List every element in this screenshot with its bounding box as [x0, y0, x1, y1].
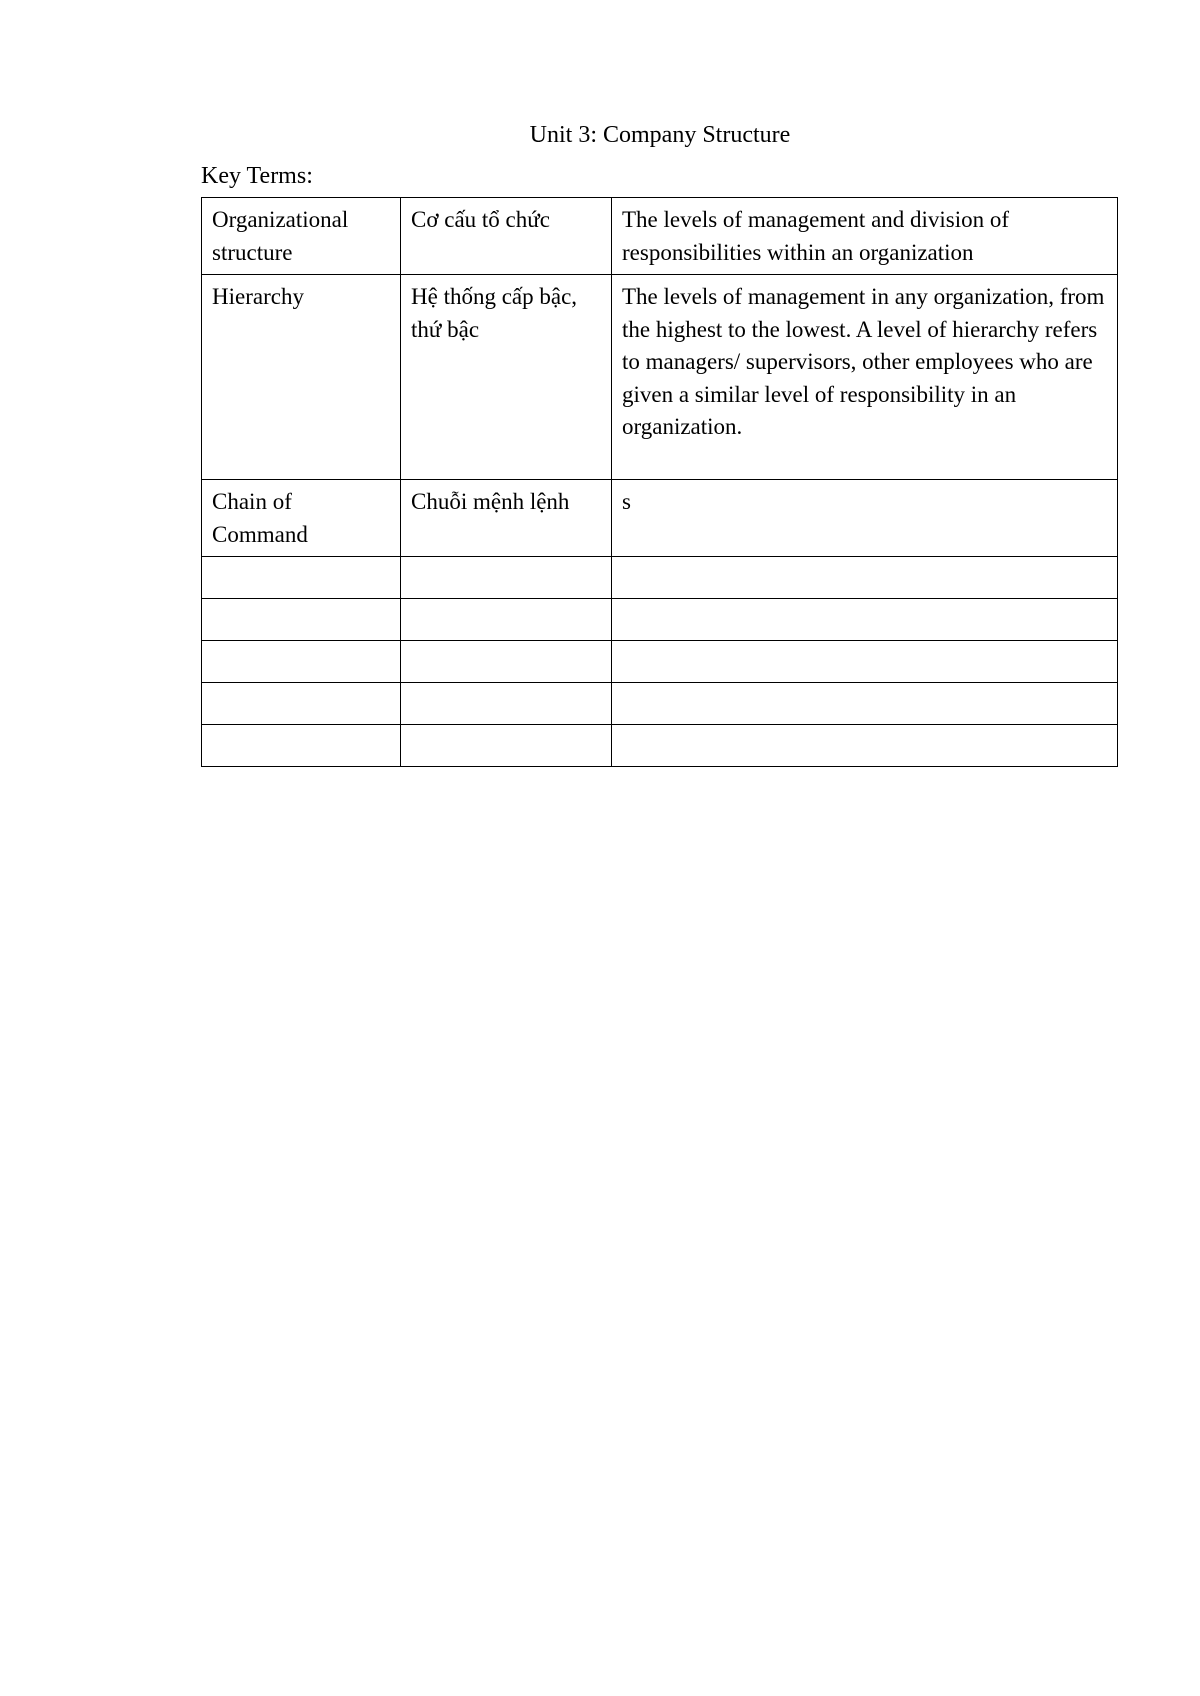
- term-cell: Organizational structure: [202, 198, 401, 275]
- translation-cell: [401, 599, 612, 641]
- translation-cell: [401, 557, 612, 599]
- table-row: [202, 198, 1118, 275]
- table-row: [202, 683, 1118, 725]
- definition-cell: [612, 683, 1118, 725]
- definition-cell: s: [612, 480, 1118, 557]
- translation-cell: Cơ cấu tổ chức: [401, 198, 612, 275]
- translation-cell: Chuỗi mệnh lệnh: [401, 480, 612, 557]
- translation-cell: [401, 683, 612, 725]
- translation-cell: Hệ thống cấp bậc, thứ bậc: [401, 275, 612, 480]
- definition-cell: [612, 557, 1118, 599]
- term-cell: [202, 557, 401, 599]
- key-terms-heading: Key Terms:: [201, 163, 313, 189]
- definition-cell: [612, 725, 1118, 767]
- table-row: [202, 641, 1118, 683]
- term-cell: [202, 725, 401, 767]
- table-row: [202, 480, 1118, 557]
- table-row: [202, 599, 1118, 641]
- table-row: [202, 725, 1118, 767]
- term-cell: [202, 641, 401, 683]
- definition-cell: [612, 641, 1118, 683]
- definition-cell: [612, 599, 1118, 641]
- key-terms-table: [201, 197, 1118, 767]
- term-cell: Hierarchy: [202, 275, 401, 480]
- term-cell: [202, 599, 401, 641]
- table-row: [202, 557, 1118, 599]
- term-cell: Chain of Command: [202, 480, 401, 557]
- page-title: Unit 3: Company Structure: [529, 122, 791, 148]
- term-cell: [202, 683, 401, 725]
- table-row: [202, 275, 1118, 480]
- definition-cell: The levels of management and division of responsibilities within an organization: [612, 198, 1118, 275]
- definition-cell: The levels of management in any organization, from the highest to the lowest. A level of hierarchy refers to managers/ supervisors, other employees who are given a similar level of responsibility in an organization.: [612, 275, 1118, 480]
- translation-cell: [401, 641, 612, 683]
- translation-cell: [401, 725, 612, 767]
